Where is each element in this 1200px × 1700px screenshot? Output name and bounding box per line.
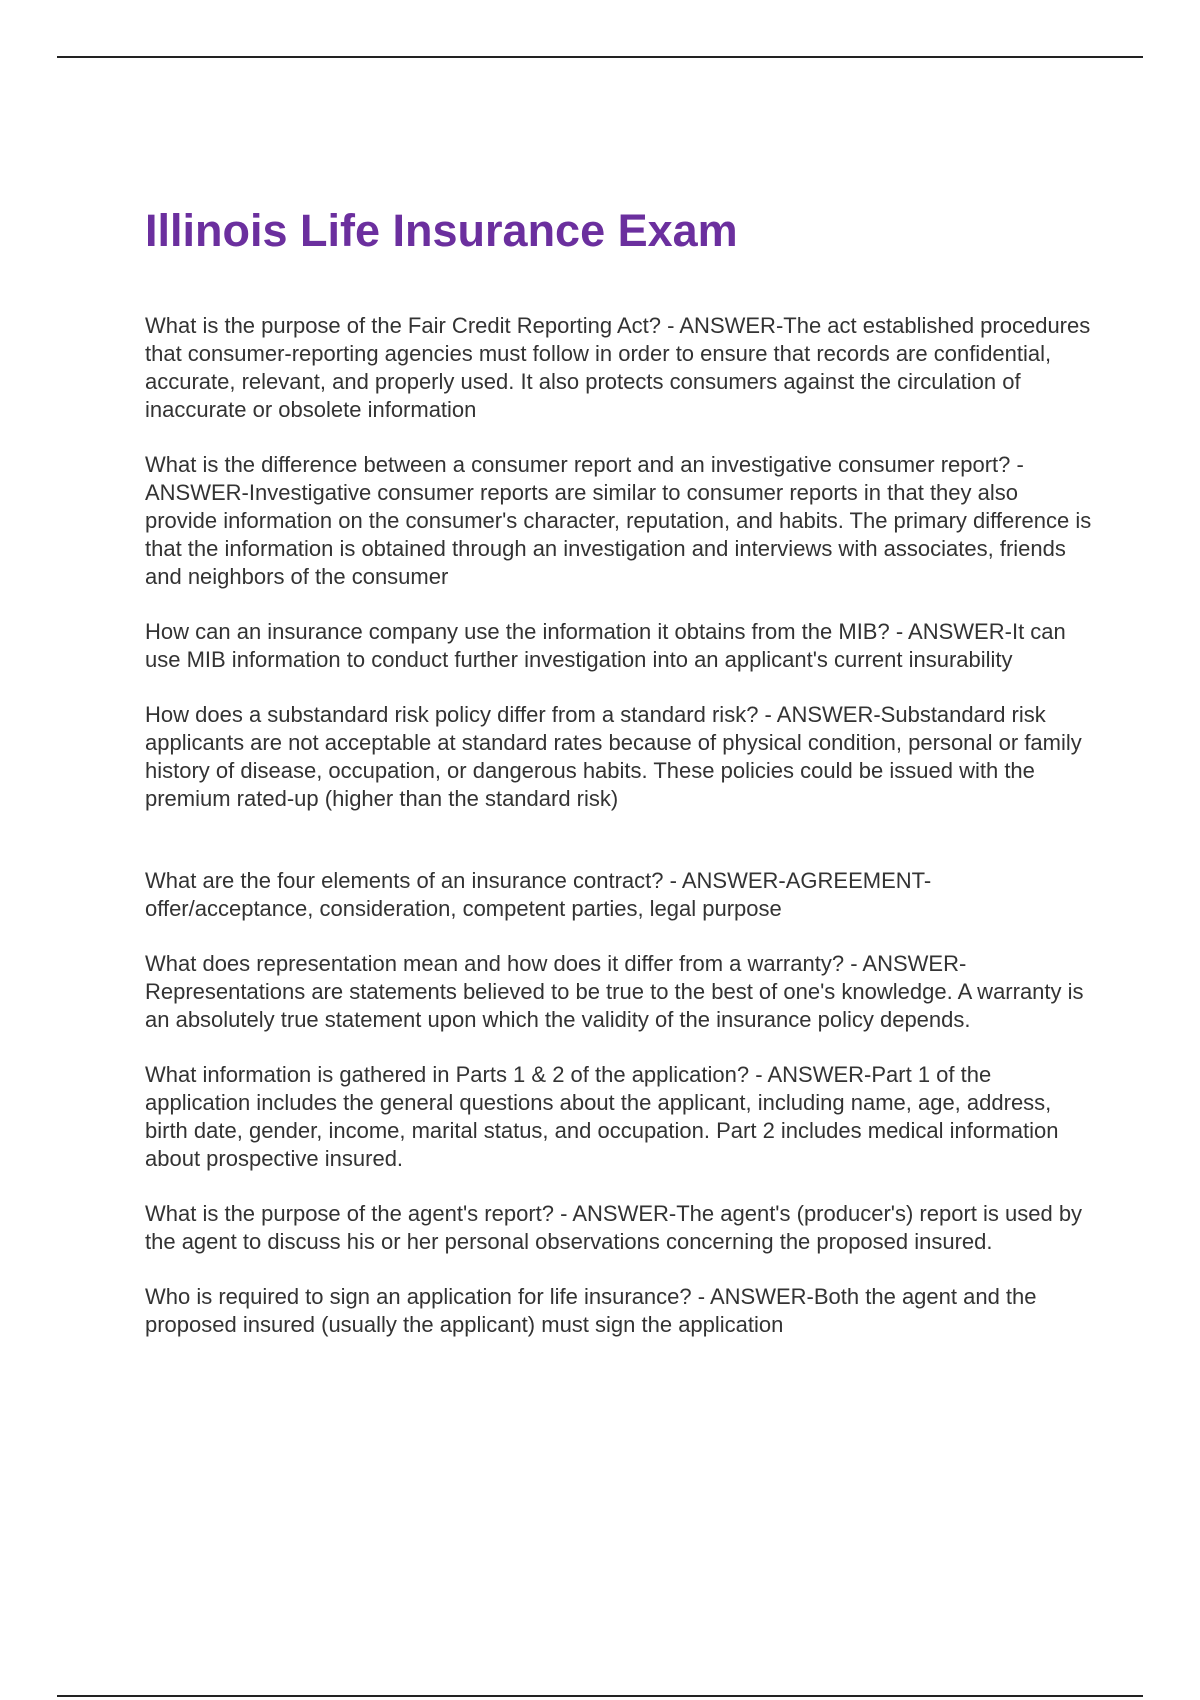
qa-answer: Investigative consumer reports are similar to consumer reports in that they also provide information on the consumer's character, reputation, and habits. The primary difference is that the information is obtained through an investigation and interviews with associates, friends and neighbors of the consumer [145,480,1092,589]
qa-answer: Both the agent and the proposed insured (usually the applicant) must sign the application [145,1284,1037,1337]
qa-question: Who is required to sign an application for life insurance? [145,1284,692,1309]
qa-question: What are the four elements of an insurance contract? [145,868,664,893]
qa-question: What is the purpose of the agent's report? [145,1201,554,1226]
qa-item [145,867,1095,923]
qa-question: How does a substandard risk policy differ from a standard risk? [145,702,759,727]
qa-item [145,1283,1095,1339]
qa-question: What is the difference between a consumer report and an investigative consumer report? [145,452,1011,477]
qa-list [145,312,1095,1339]
qa-item [145,618,1095,674]
qa-separator: - ANSWER- [663,868,786,893]
qa-question: What does representation mean and how does it differ from a warranty? [145,951,845,976]
qa-question: What is the purpose of the Fair Credit Reporting Act? [145,313,662,338]
qa-item [145,701,1095,813]
qa-item [145,1061,1095,1173]
qa-item [145,451,1095,591]
qa-separator: - ANSWER- [145,452,1024,505]
document-body [145,200,1095,1366]
qa-separator: - ANSWER- [889,619,1012,644]
qa-answer: The agent's (producer's) report is used by the agent to discuss his or her personal observations concerning the proposed insured. [145,1201,1083,1254]
qa-separator: - ANSWER- [554,1201,677,1226]
qa-separator: - ANSWER- [749,1062,872,1087]
qa-question: What information is gathered in Parts 1 & 2 of the application? [145,1062,750,1087]
qa-separator: - ANSWER- [844,951,967,976]
qa-item [145,312,1095,424]
qa-separator: - ANSWER- [691,1284,814,1309]
top-rule [57,56,1143,58]
qa-item [145,950,1095,1034]
qa-answer: The act established procedures that consumer-reporting agencies must follow in order to ensure that records are confidential, accurate, relevant, and properly used. It also protects consumers against the circulation of inaccurate or obsolete information [145,313,1091,422]
qa-answer: It can use MIB information to conduct further investigation into an applicant's current insurability [145,619,1066,672]
page-title: Illinois Life Insurance Exam [145,205,738,256]
qa-question: How can an insurance company use the information it obtains from the MIB? [145,619,890,644]
qa-answer: Part 1 of the application includes the general questions about the applicant, including name, age, address, birth date, gender, income, marital status, and occupation. Part 2 includes medical information about prospective insured. [145,1062,1059,1171]
qa-answer: Representations are statements believed to be true to the best of one's knowledge. A warranty is an absolutely true statement upon which the validity of the insurance policy depends. [145,979,1084,1032]
qa-item [145,1200,1095,1256]
qa-answer: Substandard risk applicants are not acceptable at standard rates because of physical condition, personal or family history of disease, occupation, or dangerous habits. These policies could be issued with the premium rated-up (higher than the standard risk) [145,702,1082,811]
qa-separator: - ANSWER- [758,702,881,727]
qa-separator: - ANSWER- [661,313,784,338]
qa-answer: AGREEMENT-offer/acceptance, consideration, competent parties, legal purpose [145,868,932,921]
bottom-rule [57,1695,1143,1697]
